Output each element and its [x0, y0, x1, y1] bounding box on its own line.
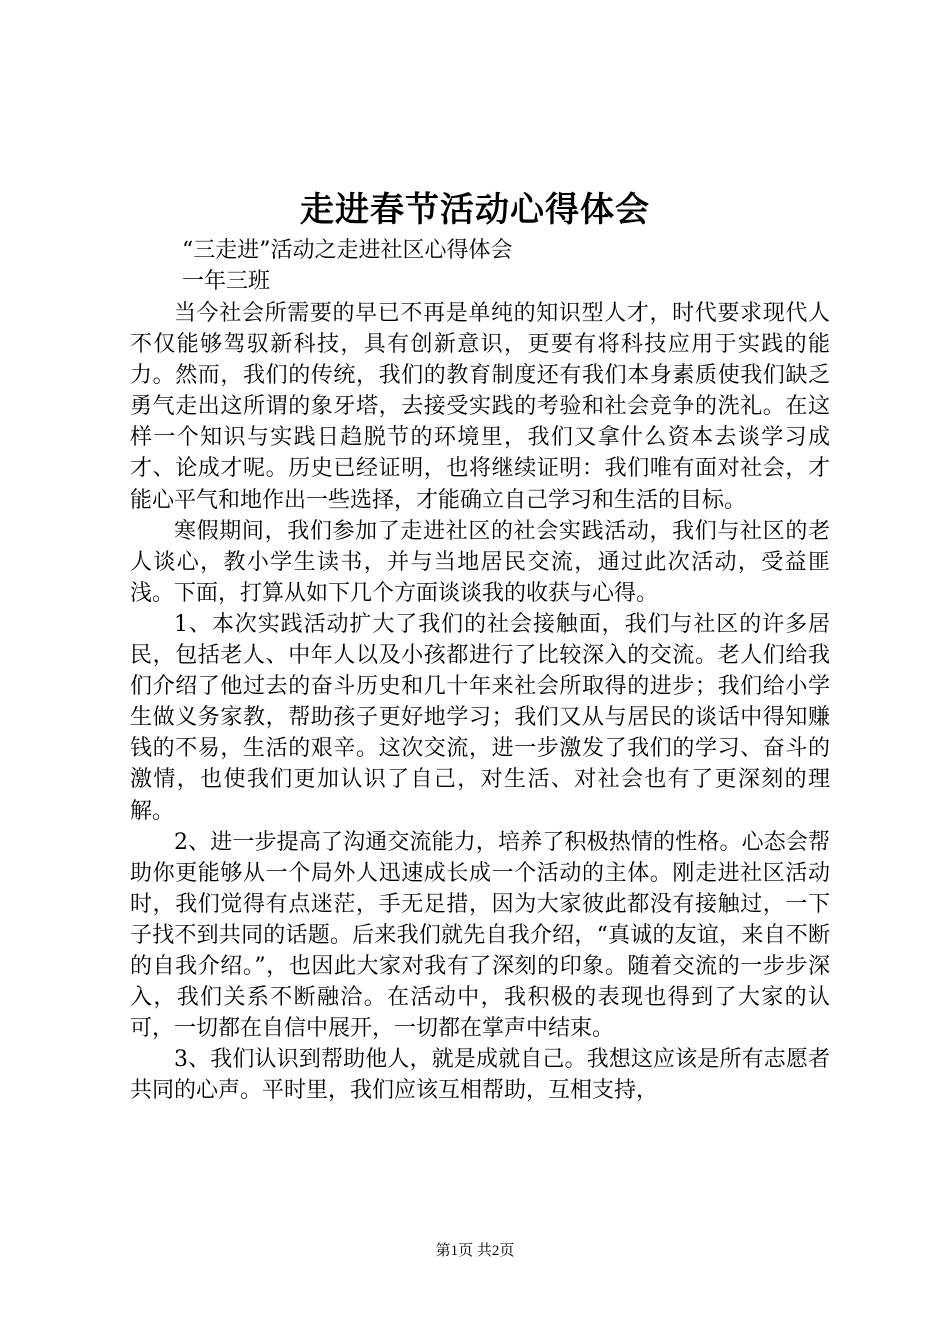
document-subtitle: “三走进”活动之走进社区心得体会	[182, 238, 513, 263]
document-title: 走进春节活动心得体会	[300, 190, 650, 230]
paragraph-1: 当今社会所需要的早已不再是单纯的知识型人才，时代要求现代人不仅能够驾驭新科技，具有创新意识，更要有将科技应用于实践的能力。然而，我们的传统，我们的教育制度还有我们本身素质使我们缺乏勇气走出这所谓的象牙塔，去接受实践的考验和社会竞争的洗礼。在这样一个知识与实践日趋脱节的环境里，我们又拿什么资本去谈学习成才、论成才呢。历史已经证明，也将继续证明：我们唯有面对社会，才能心平气和地作出一些选择，才能确立自己学习和生活的目标。	[130, 301, 830, 513]
paragraph-4: 2、进一步提高了沟通交流能力，培养了积极热情的性格。心态会帮助你更能够从一个局外人迅速成长成一个活动的主体。刚走进社区活动时，我们觉得有点迷茫，手无足措，因为大家彼此都没有接触过，一下子找不到共同的话题。后来我们就先自我介绍，“真诚的友谊，来自不断的自我介绍。”，也因此大家对我有了深刻的印象。随着交流的一步步深入，我们关系不断融洽。在活动中，我积极的表现也得到了大家的认可，一切都在自信中展开，一切都在掌声中结束。	[130, 829, 830, 1042]
class-line: 一年三班	[182, 269, 271, 294]
page-footer: 第1页 共2页	[435, 1243, 515, 1259]
paragraph-3: 1、本次实践活动扩大了我们的社会接触面，我们与社区的许多居民，包括老人、中年人以及小孩都进行了比较深入的交流。老人们给我们介绍了他过去的奋斗历史和几十年来社会所取得的进步；我们给小学生做义务家教，帮助孩子更好地学习；我们又从与居民的谈话中得知赚钱的不易，生活的艰辛。这次交流，进一步激发了我们的学习、奋斗的激情，也使我们更加认识了自己，对生活、对社会也有了更深刻的理解。	[130, 611, 830, 824]
document-body	[130, 298, 830, 1106]
paragraph-5: 3、我们认识到帮助他人，就是成就自己。我想这应该是所有志愿者共同的心声。平时里，我们应该互相帮助，互相支持，	[130, 1047, 830, 1104]
paragraph-2: 寒假期间，我们参加了走进社区的社会实践活动，我们与社区的老人谈心，教小学生读书，并与当地居民交流，通过此次活动，受益匪浅。下面，打算从如下几个方面谈谈我的收获与心得。	[130, 518, 830, 606]
